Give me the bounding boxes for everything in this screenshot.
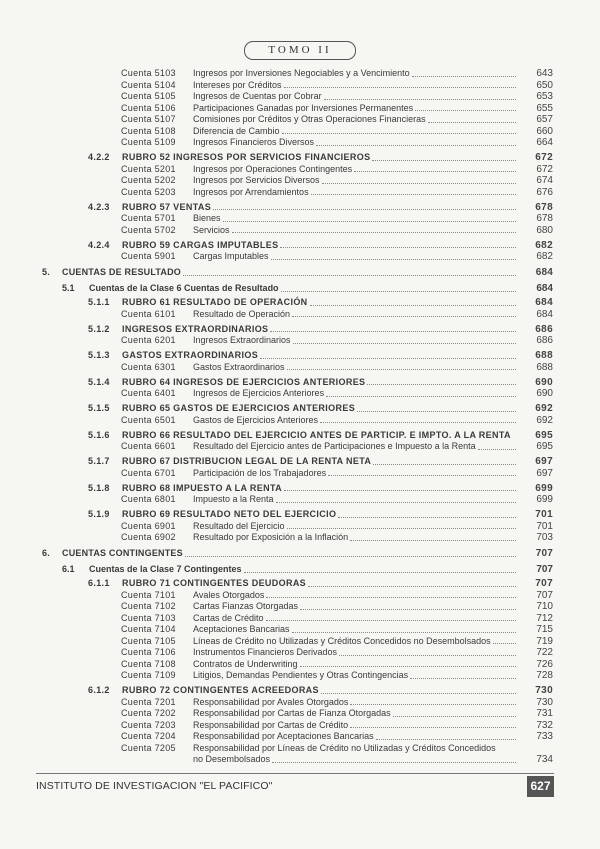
toc-entry-page: 690 (535, 376, 553, 388)
toc-entry-title: Resultado de Operación (193, 308, 291, 319)
toc-entry-page: 688 (536, 361, 553, 373)
toc-entry-page: 660 (536, 125, 553, 137)
toc-entry-title: Cartas de Crédito (193, 612, 264, 623)
toc-entry-title: Ingresos por Arrendamientos (193, 186, 309, 197)
toc-entry[interactable] (42, 647, 553, 659)
toc-entry[interactable] (42, 324, 553, 336)
dot-leader (326, 396, 516, 397)
toc-entry-number: 6.1.1 (88, 578, 110, 588)
dot-leader (284, 87, 516, 88)
toc-entry-title: RUBRO 57 VENTAS (122, 201, 212, 212)
dot-leader (223, 221, 516, 222)
toc-entry-page: 695 (536, 441, 553, 452)
dot-leader (350, 540, 516, 541)
dot-leader (328, 475, 516, 476)
dot-leader (292, 316, 516, 317)
toc-entry[interactable] (42, 685, 553, 697)
toc-entry[interactable] (42, 601, 553, 613)
toc-entry-number: 4.2.2 (88, 152, 110, 162)
toc-entry-title: CUENTAS DE RESULTADO (62, 267, 182, 277)
toc-entry[interactable] (42, 548, 553, 560)
toc-entry[interactable] (42, 152, 553, 164)
toc-entry[interactable] (42, 743, 553, 755)
dot-leader (393, 716, 516, 717)
toc-entry-title: Responsabilidad por Cartas de Fianza Otorgadas (193, 708, 391, 718)
toc-entry[interactable] (42, 335, 553, 347)
dot-leader (183, 275, 516, 276)
toc-entry[interactable] (42, 283, 553, 295)
toc-entry[interactable] (42, 80, 553, 92)
toc-entry-number: 5.1 (62, 283, 75, 293)
dot-leader (350, 704, 516, 705)
toc-entry-number: 5.1.2 (88, 323, 110, 334)
toc-entry-number: Cuenta 6801 (121, 494, 176, 504)
dot-leader (287, 528, 516, 529)
dot-leader (292, 632, 516, 633)
toc-entry-page: 730 (536, 696, 553, 708)
toc-entry-number: Cuenta 5901 (121, 251, 176, 261)
toc-entry[interactable] (42, 483, 553, 495)
dot-leader (316, 145, 516, 146)
toc-entry[interactable] (42, 309, 553, 321)
toc-entry-title: Participaciones Ganadas por Inversiones Permanentes (193, 102, 414, 113)
toc-entry-page: 733 (536, 731, 553, 742)
toc-entry-number: Cuenta 5108 (121, 125, 176, 136)
toc-entry-title: Cartas Fianzas Otorgadas (193, 601, 299, 611)
toc-entry-title: Gastos de Ejercicios Anteriores (193, 414, 319, 425)
toc-entry[interactable] (42, 578, 553, 590)
toc-entry-title: Responsabilidad por Líneas de Crédito no Utilizadas y Créditos Concedidos (193, 742, 496, 753)
toc-entry-page: 676 (536, 186, 553, 198)
toc-entry-number: 4.2.3 (88, 201, 110, 212)
toc-entry-number: Cuenta 6902 (121, 532, 176, 542)
volume-header: TOMO II (244, 41, 356, 60)
dot-leader (415, 110, 516, 111)
toc-entry-number: Cuenta 5105 (121, 91, 176, 101)
dot-leader (244, 572, 516, 573)
dot-leader (213, 209, 516, 210)
toc-entry-page: 684 (536, 283, 553, 294)
toc-entry-number: 6. (42, 548, 50, 558)
toc-entry[interactable] (42, 213, 553, 225)
toc-entry-number: 5.1.4 (88, 376, 110, 387)
toc-entry[interactable] (42, 456, 553, 468)
toc-entry-title: Ingresos Extraordinarios (193, 335, 291, 345)
toc-entry-number: 5.1.1 (88, 297, 110, 307)
toc-entry-title: Litigios, Demandas Pendientes y Otras Contingencias (193, 670, 409, 680)
toc-entry-page: 655 (536, 102, 553, 114)
dot-leader (478, 449, 516, 450)
toc-entry-title: Responsabilidad por Avales Otorgados (193, 696, 349, 707)
toc-entry-page: 674 (536, 175, 553, 186)
dot-leader (271, 259, 516, 260)
toc-entry[interactable] (42, 187, 553, 199)
toc-entry-title: Responsabilidad por Cartas de Crédito (193, 719, 349, 730)
toc-entry-page: 684 (536, 308, 553, 320)
dot-leader (493, 643, 516, 644)
toc-entry[interactable] (42, 350, 553, 362)
dot-leader (324, 99, 516, 100)
toc-entry-number: Cuenta 5203 (121, 186, 176, 197)
toc-entry[interactable] (42, 659, 553, 671)
dot-leader (272, 762, 516, 763)
toc-entry[interactable] (42, 521, 553, 533)
toc-entry[interactable] (42, 731, 553, 743)
toc-entry-title: RUBRO 71 CONTINGENTES DEUDORAS (122, 578, 307, 588)
toc-entry-page: 682 (535, 239, 553, 251)
toc-entry-number: Cuenta 7203 (121, 719, 176, 730)
table-of-contents (42, 68, 553, 766)
dot-leader (276, 502, 516, 503)
toc-entry[interactable] (42, 564, 553, 576)
dot-leader (310, 305, 516, 306)
toc-entry-page: 707 (536, 564, 553, 575)
toc-entry-page: 680 (536, 224, 553, 236)
toc-entry-number: 5.1.8 (88, 482, 110, 493)
dot-leader (410, 678, 516, 679)
dot-leader (350, 727, 516, 728)
dot-leader (281, 291, 516, 292)
toc-entry-page: 719 (536, 635, 553, 647)
toc-entry-page: 695 (535, 429, 553, 441)
dot-leader (320, 422, 516, 423)
toc-entry[interactable] (42, 175, 553, 187)
toc-entry-number: Cuenta 5109 (121, 137, 176, 147)
toc-entry-number: Cuenta 6701 (121, 467, 176, 478)
toc-entry-page: 734 (536, 754, 553, 765)
toc-entry-page: 692 (536, 414, 553, 426)
toc-entry-page: 688 (535, 350, 553, 361)
dot-leader (282, 133, 516, 134)
toc-entry-number: Cuenta 5201 (121, 163, 176, 174)
toc-entry-page: 726 (536, 658, 553, 670)
toc-entry-page: 699 (535, 482, 553, 494)
toc-entry-number: Cuenta 5106 (121, 102, 176, 113)
toc-entry-number: Cuenta 7104 (121, 624, 176, 634)
toc-entry-title: Resultado por Exposición a la Inflación (193, 532, 349, 542)
dot-leader (260, 358, 516, 359)
toc-entry-title: Instrumentos Financieros Derivados (193, 647, 338, 657)
toc-entry-page: 682 (536, 251, 553, 262)
toc-entry-number: Cuenta 6301 (121, 361, 176, 372)
dot-leader (293, 343, 516, 344)
toc-entry-title: GASTOS EXTRAORDINARIOS (122, 350, 259, 360)
toc-entry-number: Cuenta 7106 (121, 647, 176, 657)
toc-entry-number: Cuenta 7202 (121, 708, 176, 718)
toc-entry-page: 690 (536, 388, 553, 399)
toc-entry-number: 5.1.9 (88, 509, 110, 519)
toc-entry[interactable] (42, 137, 553, 149)
toc-entry-number: 6.1.2 (88, 685, 110, 695)
toc-entry[interactable] (42, 103, 553, 115)
toc-entry-page: 678 (535, 201, 553, 213)
toc-entry[interactable] (42, 708, 553, 720)
toc-entry-title: Gastos Extraordinarios (193, 361, 285, 372)
toc-entry-title: Responsabilidad por Aceptaciones Bancarias (193, 731, 374, 741)
dot-leader (270, 331, 516, 332)
toc-entry-number: Cuenta 5104 (121, 79, 176, 90)
dot-leader (339, 655, 516, 656)
toc-entry[interactable] (42, 251, 553, 263)
toc-entry-title: Comisiones por Créditos y Otras Operaciones Financieras (193, 114, 426, 124)
toc-entry-page: 686 (535, 323, 553, 335)
toc-entry-number: Cuenta 6501 (121, 414, 176, 425)
toc-entry-title: RUBRO 69 RESULTADO NETO DEL EJERCICIO (122, 509, 337, 519)
toc-entry[interactable] (42, 613, 553, 625)
dot-leader (338, 517, 516, 518)
toc-entry-title: Resultado del Ejercicio (193, 520, 285, 531)
footer-divider (36, 773, 554, 774)
toc-entry[interactable] (42, 126, 553, 138)
toc-entry[interactable] (42, 532, 553, 544)
footer-publisher: INSTITUTO DE INVESTIGACION "EL PACIFICO" (36, 780, 273, 792)
toc-entry-number: Cuenta 7102 (121, 601, 176, 611)
toc-entry-title: RUBRO 65 GASTOS DE EJERCICIOS ANTERIORES (122, 403, 356, 413)
toc-entry-number: Cuenta 5202 (121, 175, 176, 185)
toc-entry-title: Cargas Imputables (193, 251, 269, 261)
toc-entry-page: 701 (535, 509, 553, 520)
toc-entry-title: Resultado del Ejercicio antes de Participaciones e Impuesto a la Renta (193, 441, 476, 451)
toc-entry-number: Cuenta 7205 (121, 742, 176, 753)
toc-entry-number: 5.1.6 (88, 429, 110, 440)
toc-entry-title: Cuentas de la Clase 6 Cuentas de Resultado (89, 283, 279, 293)
toc-entry-number: Cuenta 5107 (121, 114, 176, 124)
toc-entry[interactable] (42, 91, 553, 103)
toc-entry-title: RUBRO 61 RESULTADO DE OPERACIÓN (122, 297, 308, 307)
toc-entry-title: Intereses por Créditos (193, 79, 282, 90)
toc-entry[interactable] (42, 415, 553, 427)
toc-entry-page: 686 (536, 335, 553, 346)
toc-entry[interactable] (42, 494, 553, 506)
toc-entry-title: Contratos de Underwriting (193, 658, 298, 669)
toc-entry-page: 650 (536, 79, 553, 91)
toc-entry-title: Cuentas de la Clase 7 Contingentes (89, 564, 242, 574)
toc-entry[interactable] (42, 697, 553, 709)
toc-entry[interactable] (42, 114, 553, 126)
toc-entry-number: Cuenta 6201 (121, 335, 176, 345)
toc-entry-page: 703 (536, 532, 553, 543)
dot-leader (412, 76, 516, 77)
dot-leader (354, 171, 516, 172)
toc-entry-page: 707 (536, 589, 553, 601)
toc-entry-title: Ingresos por Servicios Diversos (193, 175, 320, 185)
toc-entry-page: 692 (535, 403, 553, 414)
toc-entry-number: Cuenta 7103 (121, 612, 176, 623)
toc-entry-number: Cuenta 7201 (121, 696, 176, 707)
toc-entry-page: 697 (536, 467, 553, 479)
toc-entry-page: 710 (536, 601, 553, 612)
toc-entry-page: 715 (536, 624, 553, 635)
dot-leader (308, 586, 516, 587)
toc-entry-title: Avales Otorgados (193, 589, 265, 600)
toc-entry[interactable] (42, 225, 553, 237)
toc-entry-title: Ingresos por Operaciones Contingentes (193, 163, 353, 174)
toc-entry-page: 678 (536, 213, 553, 224)
dot-leader (376, 739, 516, 740)
toc-entry-number: 5.1.3 (88, 350, 110, 360)
toc-entry-page: 643 (536, 68, 553, 79)
dot-leader (232, 232, 516, 233)
toc-entry-title: Bienes (193, 213, 221, 223)
toc-entry[interactable] (42, 240, 553, 252)
toc-entry-title: Ingresos de Cuentas por Cobrar (193, 91, 322, 101)
toc-entry-page: 697 (535, 456, 553, 467)
dot-leader (373, 464, 516, 465)
toc-entry[interactable] (42, 68, 553, 80)
toc-entry[interactable] (42, 297, 553, 309)
toc-entry[interactable] (42, 403, 553, 415)
toc-entry-title: RUBRO 64 INGRESOS DE EJERCICIOS ANTERIORES (122, 376, 366, 387)
dot-leader (311, 194, 516, 195)
toc-entry-title: CUENTAS CONTINGENTES (62, 548, 183, 558)
toc-entry-page: 657 (536, 114, 553, 125)
toc-entry-number: Cuenta 5103 (121, 68, 176, 78)
toc-entry[interactable] (42, 720, 553, 732)
toc-entry-title: Servicios (193, 224, 230, 235)
toc-entry-title: RUBRO 66 RESULTADO DEL EJERCICIO ANTES DE PARTICIP. E IMPTO. A LA RENTA (122, 429, 511, 440)
dot-leader (284, 490, 516, 491)
toc-entry-title: Ingresos por Inversiones Negociables y a Vencimiento (193, 68, 410, 78)
toc-entry-title: no Desembolsados (193, 754, 271, 764)
toc-entry[interactable] (42, 509, 553, 521)
dot-leader (300, 609, 516, 610)
toc-entry-title: Aceptaciones Bancarias (193, 624, 290, 634)
dot-leader (367, 384, 516, 385)
toc-entry-number: Cuenta 6401 (121, 388, 176, 398)
toc-entry-page: 731 (536, 708, 553, 719)
toc-entry-number: Cuenta 7101 (121, 589, 176, 600)
toc-entry[interactable] (42, 164, 553, 176)
toc-entry-page: 701 (536, 520, 553, 532)
toc-entry[interactable] (42, 362, 553, 374)
toc-entry[interactable] (42, 377, 553, 389)
toc-entry-page: 707 (535, 548, 553, 559)
toc-entry[interactable] (42, 468, 553, 480)
toc-entry-title: RUBRO 68 IMPUESTO A LA RENTA (122, 482, 282, 493)
dot-leader (287, 369, 516, 370)
toc-entry-number: 5.1.5 (88, 403, 110, 413)
dot-leader (185, 556, 516, 557)
toc-entry[interactable] (42, 590, 553, 602)
toc-entry-title: RUBRO 72 CONTINGENTES ACREEDORAS (122, 685, 319, 695)
toc-entry-number: Cuenta 7109 (121, 670, 176, 680)
dot-leader (280, 247, 516, 248)
toc-entry-title: Ingresos de Ejercicios Anteriores (193, 388, 325, 398)
toc-entry-number: Cuenta 6101 (121, 308, 176, 319)
toc-entry-title: Diferencia de Cambio (193, 125, 280, 136)
dot-leader (266, 597, 516, 598)
toc-entry-number: 5.1.7 (88, 456, 110, 466)
toc-entry-page: 722 (536, 647, 553, 658)
toc-entry-title: RUBRO 59 CARGAS IMPUTABLES (122, 239, 279, 250)
dot-leader (321, 693, 516, 694)
dot-leader (322, 183, 516, 184)
toc-entry-page: 730 (535, 685, 553, 696)
toc-entry-page: 712 (536, 612, 553, 624)
toc-entry-page: 684 (535, 297, 553, 308)
toc-entry-page: 732 (536, 719, 553, 731)
toc-entry[interactable] (42, 202, 553, 214)
dot-leader (428, 122, 516, 123)
toc-entry-title: RUBRO 52 INGRESOS POR SERVICIOS FINANCIEROS (122, 152, 371, 162)
toc-entry-page: 672 (536, 163, 553, 175)
toc-entry-page: 699 (536, 494, 553, 505)
toc-entry-number: Cuenta 7105 (121, 635, 176, 646)
toc-entry-number: Cuenta 7108 (121, 658, 176, 669)
toc-entry[interactable] (42, 388, 553, 400)
page-number: 627 (527, 776, 554, 797)
toc-entry-title: INGRESOS EXTRAORDINARIOS (122, 323, 269, 334)
dot-leader (372, 160, 516, 161)
toc-entry-page: 653 (536, 91, 553, 102)
toc-entry-number: 5. (42, 267, 50, 277)
toc-entry-number: 4.2.4 (88, 239, 110, 250)
dot-leader (357, 411, 516, 412)
toc-entry-page: 707 (535, 578, 553, 589)
toc-entry-title: Ingresos Financieros Diversos (193, 137, 315, 147)
toc-entry-number: Cuenta 6601 (121, 441, 176, 451)
toc-entry-number: Cuenta 6901 (121, 520, 176, 531)
toc-entry[interactable] (42, 754, 553, 766)
toc-entry-title: RUBRO 67 DISTRIBUCION LEGAL DE LA RENTA NETA (122, 456, 372, 466)
toc-entry-number: Cuenta 5702 (121, 224, 176, 235)
toc-entry[interactable] (42, 670, 553, 682)
toc-entry-number: Cuenta 7204 (121, 731, 176, 741)
toc-entry-page: 684 (535, 267, 553, 278)
toc-entry-title: Líneas de Crédito no Utilizadas y Créditos Concedidos no Desembolsados (193, 635, 491, 646)
toc-entry[interactable] (42, 267, 553, 279)
dot-leader (300, 666, 516, 667)
toc-entry-page: 728 (536, 670, 553, 681)
toc-entry-page: 664 (536, 137, 553, 148)
toc-entry[interactable] (42, 624, 553, 636)
toc-entry-number: Cuenta 5701 (121, 213, 176, 223)
toc-entry-number: 6.1 (62, 564, 75, 574)
dot-leader (266, 620, 516, 621)
toc-entry[interactable] (42, 441, 553, 453)
toc-entry[interactable] (42, 430, 553, 442)
toc-entry[interactable] (42, 636, 553, 648)
toc-entry-title: Impuesto a la Renta (193, 494, 274, 504)
toc-entry-title: Participación de los Trabajadores (193, 467, 327, 478)
toc-entry-page: 672 (535, 152, 553, 163)
